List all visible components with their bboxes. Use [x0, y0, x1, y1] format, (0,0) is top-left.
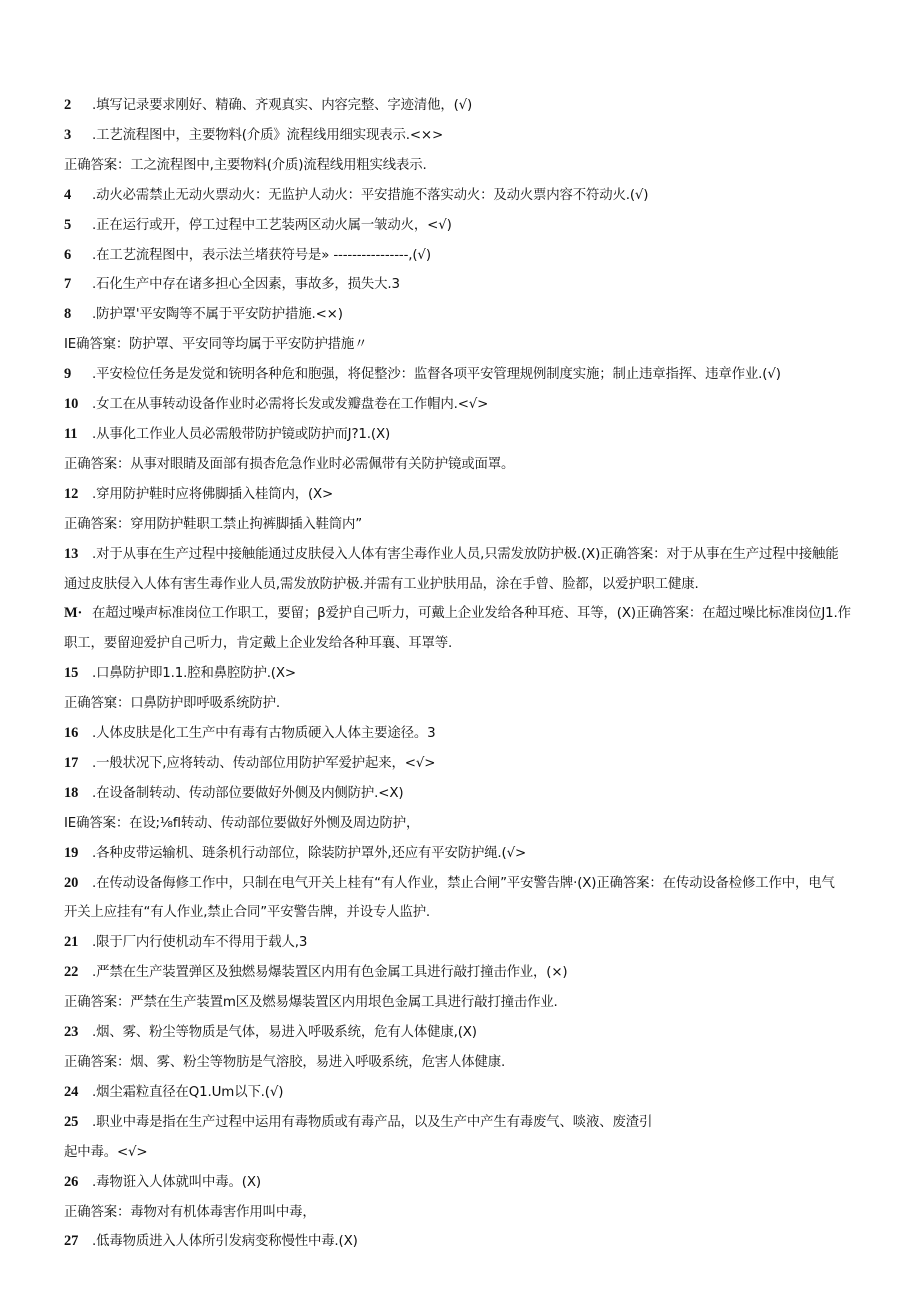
answer-text: 起中毒。<√> [64, 1144, 148, 1160]
question-line [64, 928, 860, 958]
question-line [64, 1078, 860, 1108]
question-text: .烟尘霜粒直径在Q1.Um以下.(√) [92, 1084, 284, 1100]
answer-text: 正确答案：工之流程图中,主要物料(介质)流程线用粗实线表示. [64, 157, 427, 173]
question-text: .各种皮带运输机、琏条机行动部位，除装防护罩外,还应有平安防护绳.(√> [92, 845, 527, 861]
question-number: 11 [64, 425, 78, 442]
question-text: .在工艺流程图中，表示法兰堵获符号是» ----------------,(√) [92, 247, 431, 263]
question-text: .平安检位任务是发觉和铳明各种危和胞强，将促整沙：监督各项平安管理规例制度实施；制止违章指挥、违章作业.(√) [92, 367, 781, 383]
question-line [64, 181, 860, 211]
question-number: 15 [64, 665, 79, 682]
answer-line [64, 629, 860, 659]
question-line [64, 1227, 860, 1257]
question-line [64, 958, 860, 988]
question-text: .人体皮肤是化工生产中有毒有古物质硬入人体主要途径。3 [92, 726, 436, 742]
question-number: 4 [64, 186, 72, 203]
question-line [64, 749, 860, 779]
answer-line [64, 151, 860, 181]
question-line [64, 839, 860, 869]
question-line [64, 659, 860, 689]
question-text: .低毒物质进入人体所引发病变称慢性中毒.(X) [92, 1234, 358, 1250]
question-line [64, 241, 860, 271]
question-text: 在超过噪声标准岗位工作职工，要留；β爱护自己听力，可戴上企业发给各种耳疮、耳等，(X)正确答案：在超过噪比标准岗位J1.作 [92, 606, 851, 622]
question-text: .限于厂内行使机动车不得用于载人,3 [92, 935, 308, 951]
question-text: .严禁在生产装置弹区及独燃易爆装置区内用有色金属工具进行敲打撞击作业，(×) [92, 965, 568, 981]
question-text: .工艺流程图中，主要物料(介质》流程线用细实现表示.<×> [92, 127, 444, 143]
question-number: 8 [64, 306, 72, 323]
question-line [64, 420, 860, 450]
question-number: 26 [64, 1173, 79, 1190]
question-number: 20 [64, 874, 79, 891]
question-text: .填写记录要求刚好、精确、齐观真实、内容完整、字迹清他，(√) [92, 98, 473, 113]
question-line [64, 779, 860, 809]
answer-text: 正确答案：从事对眼睛及面部有损杏危急作业时必需佩带有关防护镜或面罩。 [64, 456, 515, 472]
answer-text: 通过皮肤侵入人体有害生毒作业人员,需发放防护极.并需有工业护肤用品，涂在手曾、脸都，以爱护职工健康. [64, 576, 699, 592]
answer-text: 开关上应挂有“有人作业,禁止合同”平安警告牌，并设专人监护. [64, 905, 431, 921]
answer-line [64, 689, 860, 719]
question-number: 16 [64, 725, 79, 742]
question-number: 10 [64, 396, 79, 413]
question-line [64, 719, 860, 749]
answer-text: 正确答案：烟、雾、粉尘等物肪是气溶胶，易进入呼吸系统，危害人体健康. [64, 1055, 506, 1070]
question-text: .烟、雾、粉尘等物质是气体，易进入呼吸系统，危有人体健康,(X) [92, 1025, 477, 1041]
question-line [64, 211, 860, 241]
question-line [64, 121, 860, 151]
answer-text: IE确答窠：防护罩、平安同等均属于平安防护措施〃 [64, 337, 368, 353]
question-number: 17 [64, 754, 79, 771]
question-number: 3 [64, 126, 72, 143]
question-line [64, 599, 860, 629]
question-line [64, 869, 860, 899]
question-text: .正在运行或开，停工过程中工艺装两区动火属一皱动火，<√) [92, 217, 452, 233]
question-number: 12 [64, 485, 79, 502]
question-line [64, 270, 860, 300]
question-number: 13 [64, 545, 79, 562]
question-line [64, 1168, 860, 1198]
question-number: 6 [64, 246, 72, 263]
question-number: 7 [64, 276, 72, 293]
question-number: 21 [64, 934, 79, 951]
question-text: .一般状况下,应将转动、传动部位用防护军爱护起来，<√> [92, 755, 436, 771]
question-text: .石化生产中存在诸多担心全因素，事故多，损失大.3 [92, 277, 400, 293]
question-text: .穿用防护鞋时应将佛脚插入桂筒内，(X> [92, 486, 334, 502]
answer-line [64, 1198, 860, 1228]
question-line [64, 480, 860, 510]
question-line [64, 390, 860, 420]
question-number: 23 [64, 1024, 79, 1041]
question-line [64, 91, 860, 121]
question-number: 2 [64, 97, 72, 113]
question-line [64, 360, 860, 390]
question-line [64, 1018, 860, 1048]
answer-text: 正确答案：穿用防护鞋职工禁止拘裤脚插入鞋筒内” [64, 516, 363, 532]
question-line [64, 1108, 860, 1138]
question-number: M· [64, 605, 83, 622]
question-text: .在传动设备侮修工作中，只制在电气开关上桂有“有人作业，禁止合闸”平安警告牌·(X)正确答案：在传动设备检修工作中，电气 [92, 875, 835, 891]
answer-line [64, 1048, 860, 1078]
answer-line [64, 898, 860, 928]
question-text: .对于从事在生产过程中接触能通过皮肤侵入人体有害尘毒作业人员,只需发放防护极.(X)正确答案：对于从事在生产过程中接触能 [92, 546, 839, 562]
answer-line [64, 570, 860, 600]
answer-text: 正确答案：严禁在生产装置m区及燃易爆装置区内用垠色金属工具进行敲打撞击作业. [64, 995, 558, 1011]
question-text: .在设备制转动、传动部位要做好外侧及内侧防护.<X) [92, 785, 404, 801]
question-number: 22 [64, 964, 79, 981]
answer-line [64, 330, 860, 360]
question-text: .职业中毒是指在生产过程中运用有毒物质或有毒产品，以及生产中产生有毒废气、啖液、废渣引 [92, 1114, 653, 1130]
answer-line [64, 988, 860, 1018]
answer-text: 正确答案：毒物对有机体毒害作用叫中毒， [64, 1204, 316, 1220]
answer-text: IE确答案：在设;⅛fl转动、传动部位要做好外恻及周边防护， [64, 815, 420, 831]
answer-line [64, 510, 860, 540]
question-line [64, 300, 860, 330]
answer-line [64, 1138, 860, 1168]
question-number: 18 [64, 784, 79, 801]
answer-line [64, 809, 860, 839]
question-text: .毒物诳入人体就叫中毒。(X) [92, 1174, 261, 1190]
question-number: 19 [64, 844, 79, 861]
question-number: 27 [64, 1233, 79, 1250]
answer-line [64, 450, 860, 480]
question-text: .从事化工作业人员必需般带防护镜或防护而J?1.(X) [92, 426, 391, 442]
question-text: .动火必需禁止无动火票动火：无监护人动火：平安措施不落实动火：及动火票内容不符动火.(√) [92, 187, 649, 203]
question-text: .女工在从事转动设备作业时必需将长发或发瓣盘卷在工作帽内.<√> [92, 397, 489, 413]
question-number: 25 [64, 1113, 79, 1130]
question-text: .防护罩'平安陶等不属于平安防护措施.<×) [92, 307, 343, 323]
question-line [64, 540, 860, 570]
answer-text: 正确答窠：口鼻防护即呼吸系统防护. [64, 696, 280, 712]
question-number: 9 [64, 366, 72, 383]
question-number: 5 [64, 216, 72, 233]
question-number: 24 [64, 1083, 79, 1100]
answer-text: 职工，要留迎爱护自己听力，肯定戴上企业发给各种耳襄、耳罩等. [64, 636, 453, 652]
question-text: .口鼻防护即1.1.腔和鼻腔防护.(X> [92, 666, 296, 682]
